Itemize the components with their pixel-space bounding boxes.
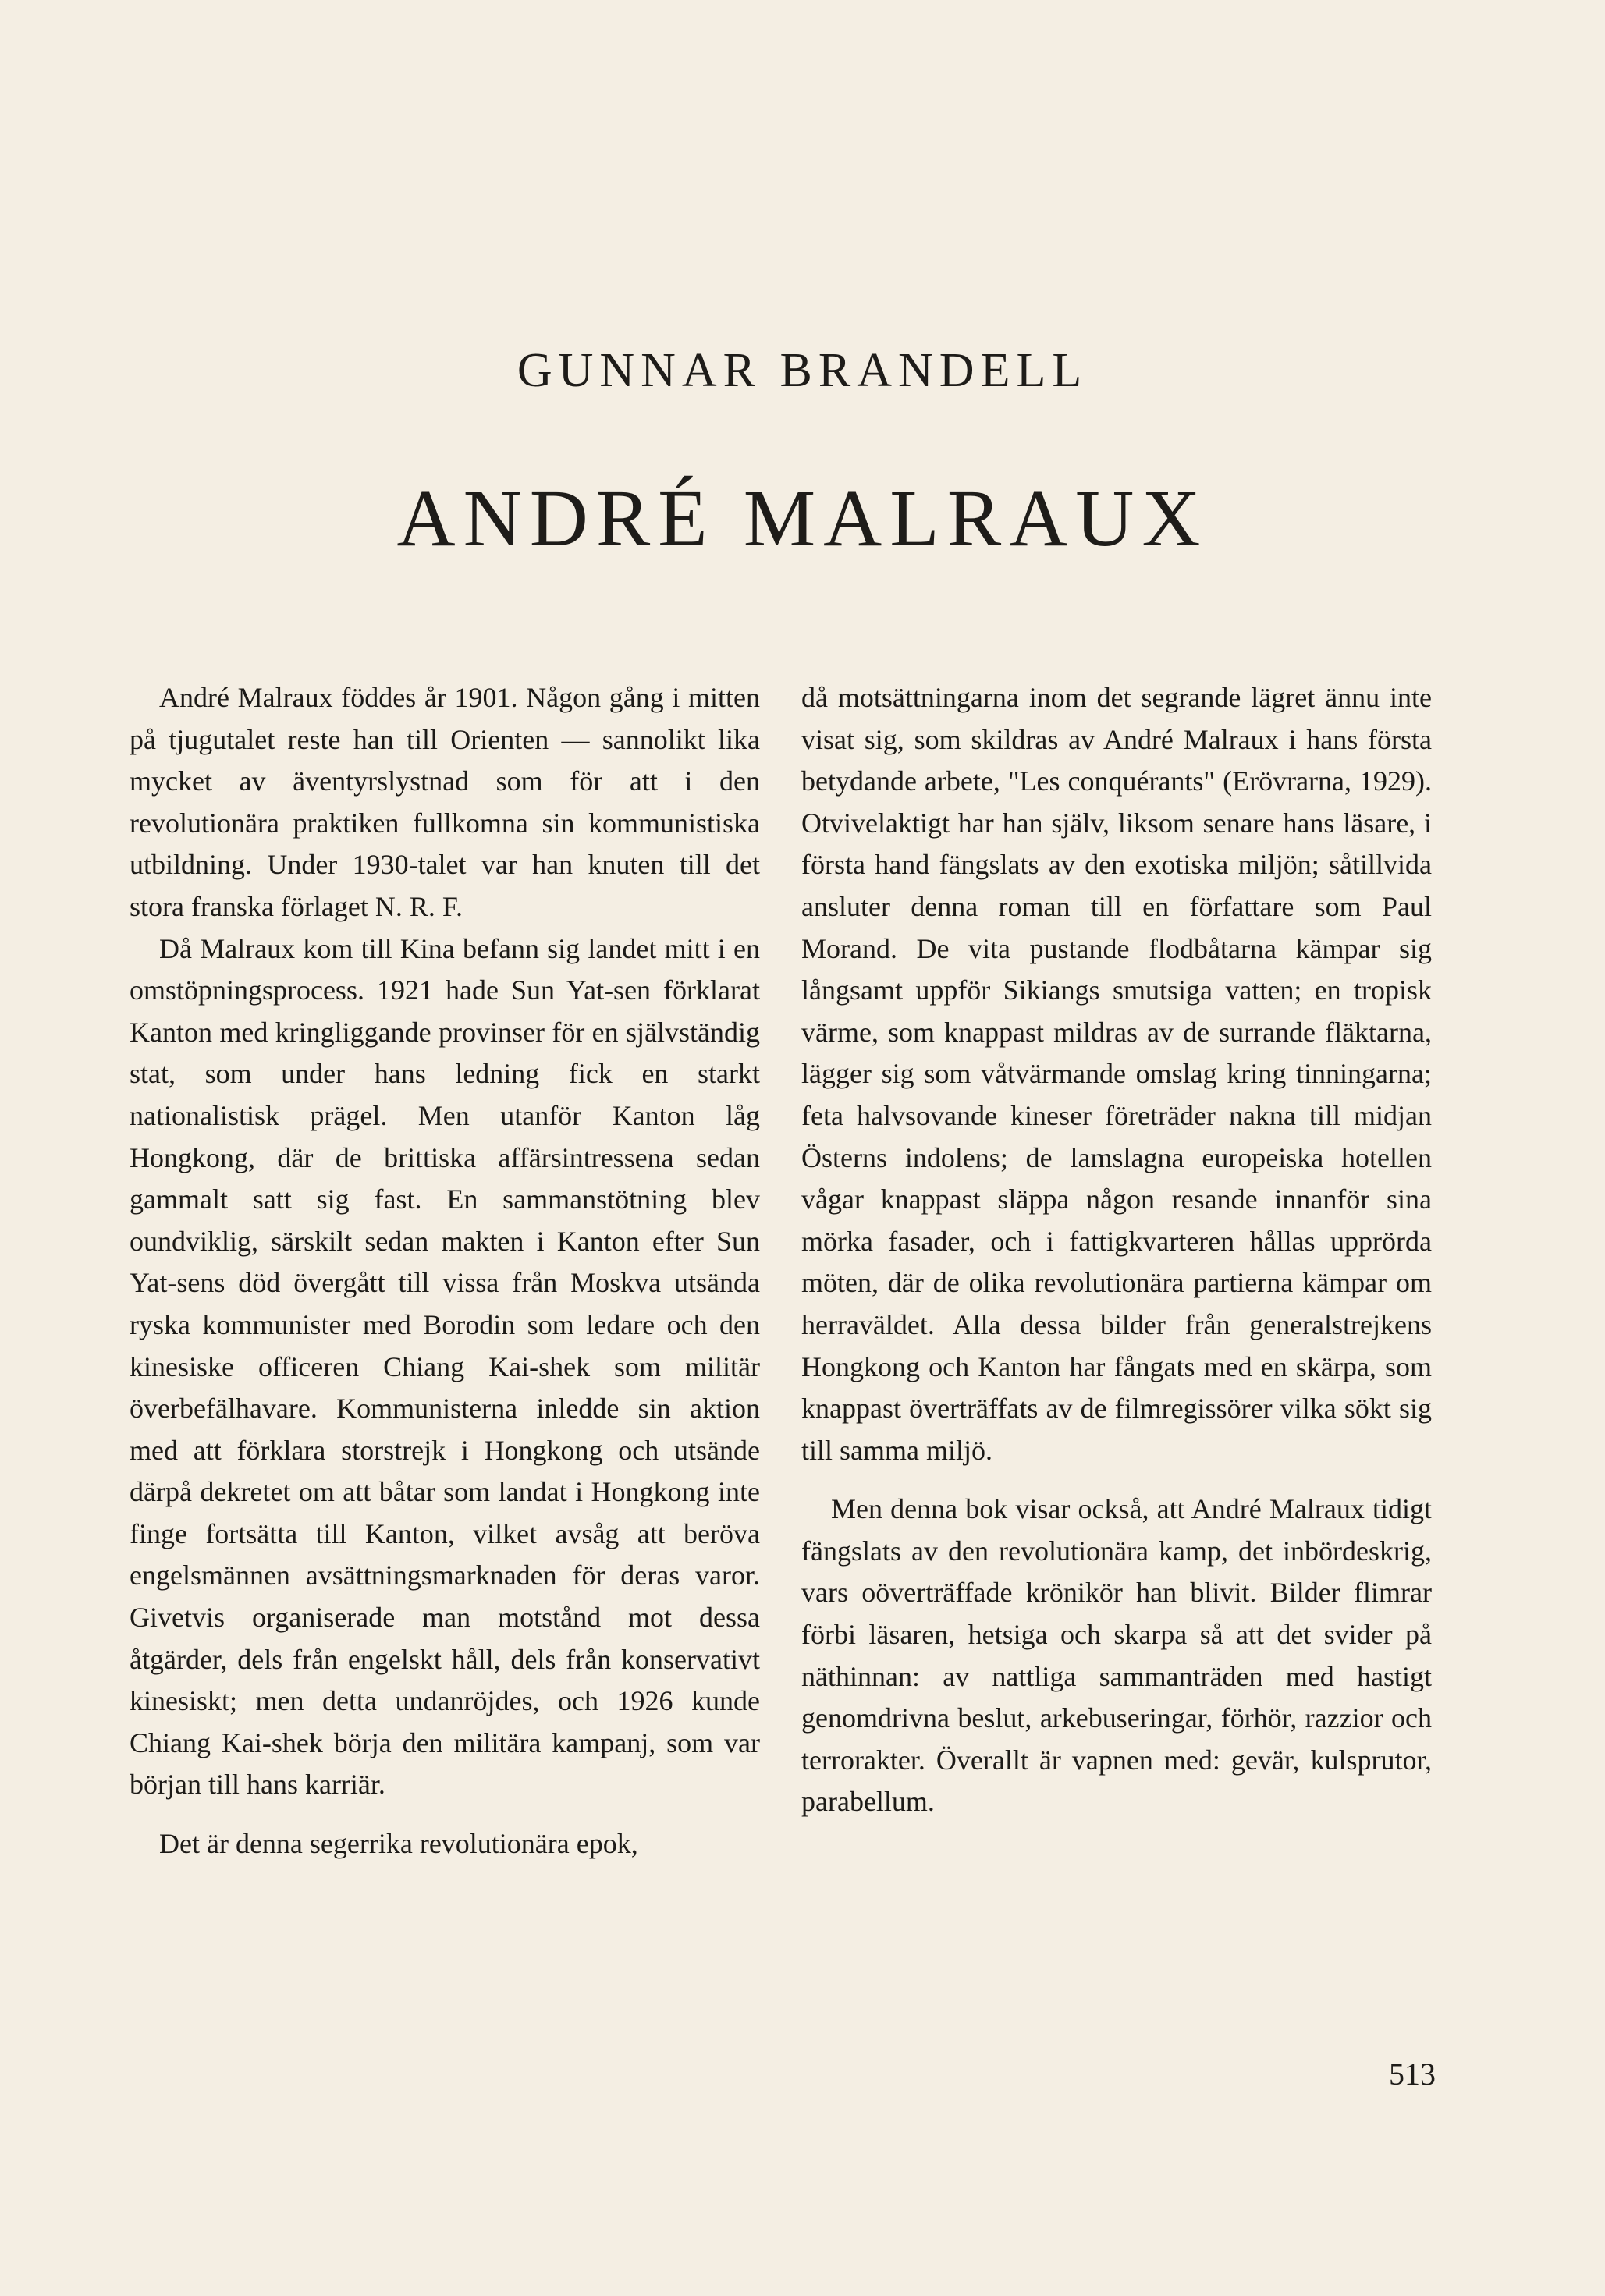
paragraph: André Malraux föddes år 1901. Någon gång i mitten på tjugutalet reste han till Orienten — sannolikt lika mycket av äventyrslystnad som för att i den revolutionära praktiken fullkomna sin kommunistiska utbildning. Under 1930-talet var han knuten till det stora franska förlaget N. R. F. (130, 682, 760, 922)
right-column (801, 677, 1432, 1823)
page-number: 513 (1389, 2056, 1436, 2092)
author-name: GUNNAR BRANDELL (517, 344, 1088, 397)
paragraph: Men denna bok visar också, att André Malraux tidigt fängslats av den revolutionära kamp, det inbördeskrig, vars oöverträffade krönikör han blivit. Bilder flimrar förbi läsaren, hetsiga och skarpa så att det svider på näthinnan: av nattliga sammanträden med hastigt genomdrivna beslut, arkebuseringar, förhör, razzior och terrorakter. Överallt är vapnen med: gevär, kulsprutor, parabellum. (801, 1493, 1432, 1818)
paragraph: Då Malraux kom till Kina befann sig landet mitt i en omstöpningsprocess. 1921 hade Sun Yat-sen förklarat Kanton med kringliggande provinser för en självständig stat, som under hans ledning fick en starkt nationalistisk prägel. Men utanför Kanton låg Hongkong, där de brittiska affärsintressena sedan gammalt satt sig fast. En sammanstötning blev oundviklig, särskilt sedan makten i Kanton efter Sun Yat-sens död övergått till vissa från Moskva utsända ryska kommunister med Borodin som ledare och den kinesiske officeren Chiang Kai-shek som militär överbefälhavare. Kommunisterna inledde sin aktion med att förklara storstrejk i Hongkong och utsände därpå dekretet om att båtar som landat i Hongkong inte finge fortsätta till Kanton, vilket avsåg att beröva engelsmännen avsättningsmarknaden för deras varor. Givetvis organiserade man motstånd mot dessa åtgärder, dels från engelskt håll, dels från konservativt kinesiskt; men detta undanröjdes, och 1926 kunde Chiang Kai-shek börja den militära kampanj, som var början till hans karriär. (130, 932, 760, 1801)
paragraph: då motsättningarna inom det segrande lägret ännu inte visat sig, som skildras av André Malraux i hans första betydande arbete, "Les conquérants" (Erövrarna, 1929). Otvivelaktigt har han själv, liksom senare hans läsare, i första hand fängslats av den exotiska miljön; såtillvida ansluter denna roman till en författare som Paul Morand. De vita pustande flodbåtarna kämpar sig långsamt uppför Sikiangs smutsiga vatten; en tropisk värme, som knappast mildras av de surrande fläktarna, lägger sig som våtvärmande omslag kring tinningarna; feta halvsovande kineser företräder nakna till midjan Österns indolens; de lamslagna europeiska hotellen vågar knappast släppa någon resande innanför sina mörka fasader, och i fattigkvarteren hållas upprörda möten, där de olika revolutionära partierna kämpar om herraväldet. Alla dessa bilder från generalstrejkens Hongkong och Kanton har fångats med en skärpa, som knappast överträffats av de filmregissörer vilka sökt sig till samma miljö. (801, 682, 1432, 1466)
paragraph: Det är denna segerrika revolutionära epok, (159, 1828, 638, 1860)
left-column (130, 677, 760, 1865)
article-title: ANDRÉ MALRAUX (396, 474, 1209, 563)
